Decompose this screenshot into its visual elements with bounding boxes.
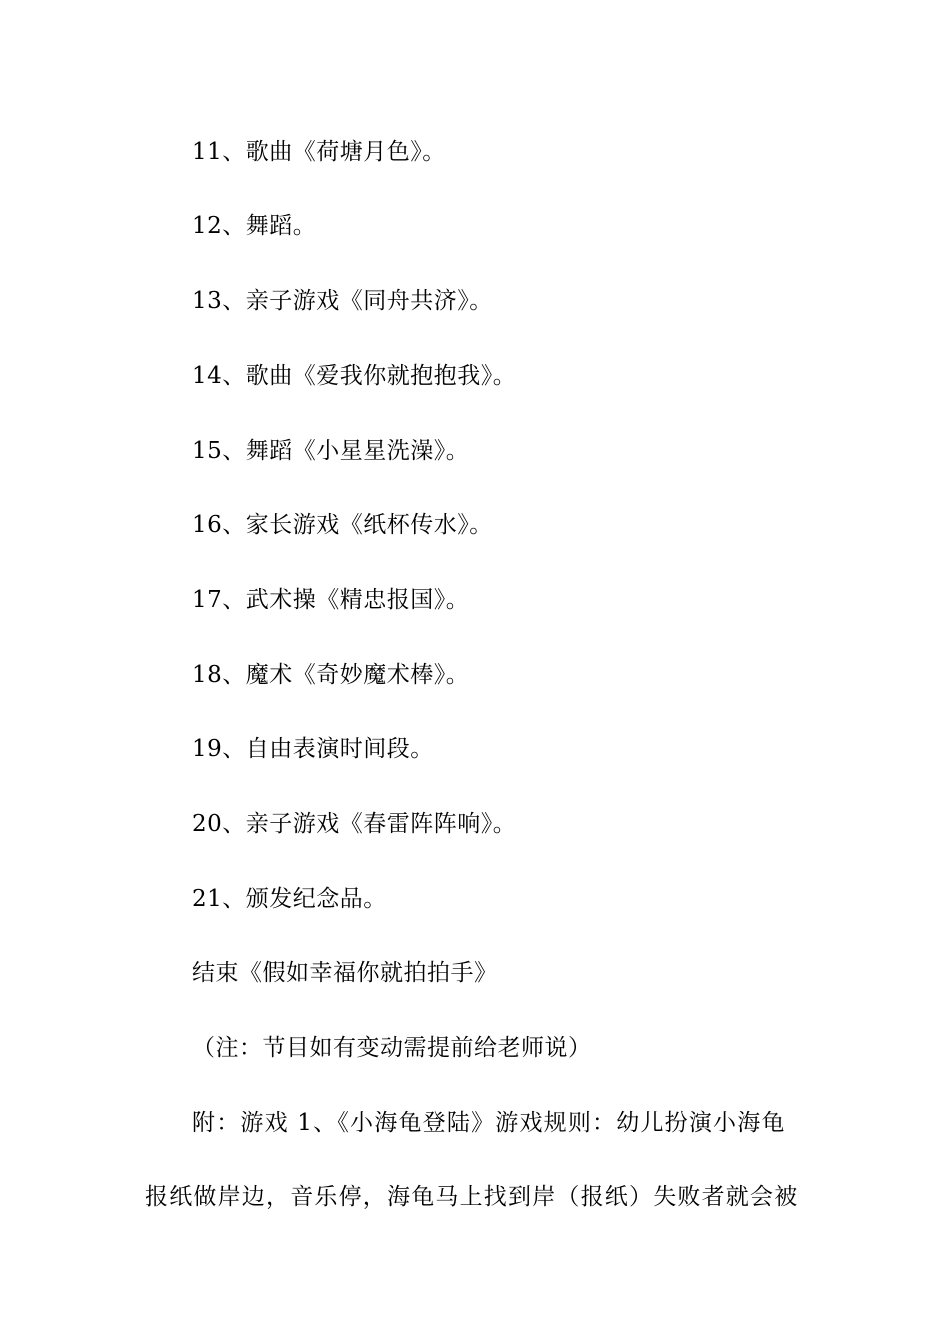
appendix-paragraph-line-1: 附：游戏 1、《小海龟登陆》游戏规则：幼儿扮演小海龟 [192, 1110, 786, 1136]
program-item-15: 15、舞蹈《小星星洗澡》。 [192, 438, 470, 464]
program-item-13: 13、亲子游戏《同舟共济》。 [192, 288, 493, 314]
note-line: （注：节目如有变动需提前给老师说） [192, 1035, 592, 1061]
program-item-12: 12、舞蹈。 [192, 213, 317, 239]
program-item-16: 16、家长游戏《纸杯传水》。 [192, 512, 493, 538]
program-item-17: 17、武术操《精忠报国》。 [192, 587, 470, 613]
appendix-paragraph-line-2: 报纸做岸边，音乐停，海龟马上找到岸（报纸）失败者就会被 [145, 1184, 799, 1210]
program-item-21: 21、颁发纪念品。 [192, 886, 387, 912]
program-item-19: 19、自由表演时间段。 [192, 736, 434, 762]
program-item-11: 11、歌曲《荷塘月色》。 [192, 139, 446, 165]
program-item-14: 14、歌曲《爱我你就抱抱我》。 [192, 363, 517, 389]
ending-line: 结束《假如幸福你就拍拍手》 [192, 960, 498, 986]
program-item-18: 18、魔术《奇妙魔术棒》。 [192, 662, 470, 688]
program-item-20: 20、亲子游戏《春雷阵阵响》。 [192, 811, 517, 837]
